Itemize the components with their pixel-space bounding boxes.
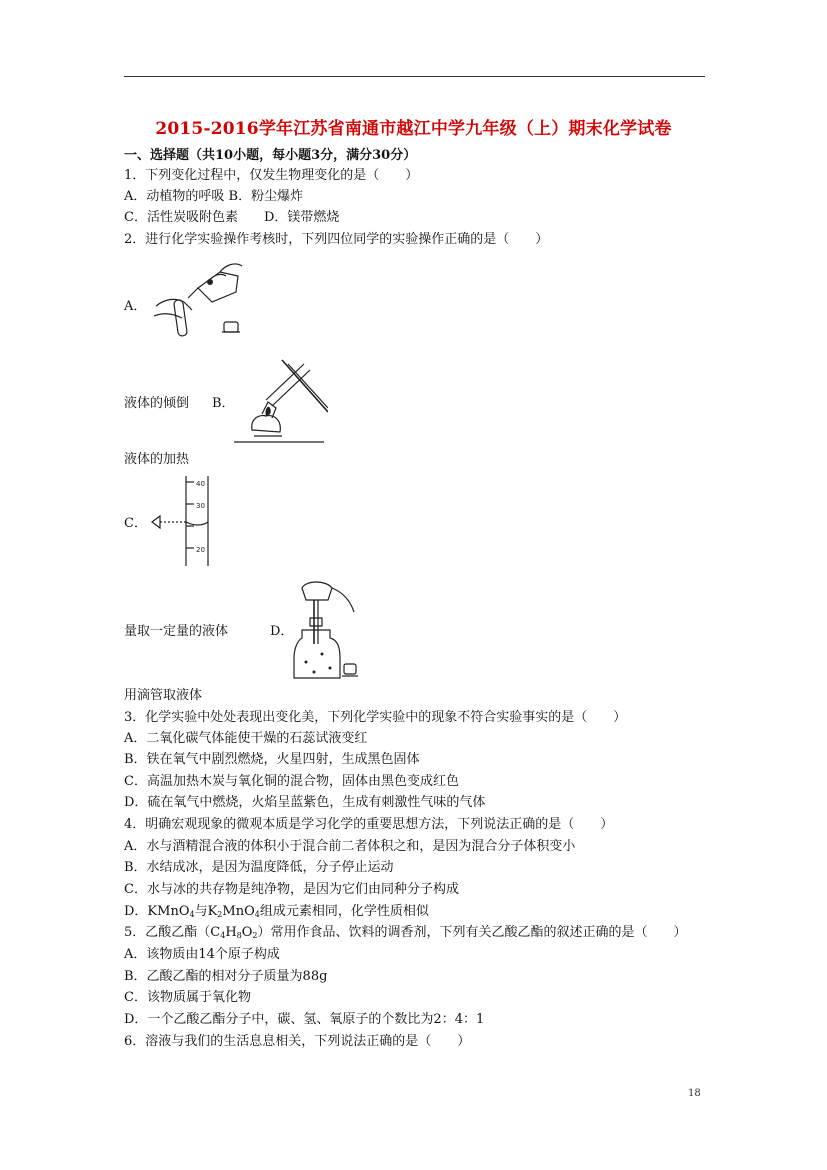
q3-option-d: D．硫在氧气中燃烧，火焰呈蓝紫色，生成有刺激性气味的气体 [124, 795, 486, 810]
cylinder-tick-30: 30 [196, 502, 205, 510]
q3-option-a: A．二氧化碳气体能使干燥的石蕊试液变红 [124, 731, 368, 746]
q3-stem: 3．化学实验中处处表现出变化美，下列化学实验中的现象不符合实验事实的是（ ） [124, 710, 627, 725]
page-title: 2015-2016学年江苏省南通市越江中学九年级（上）期末化学试卷 [155, 119, 672, 139]
q2-option-a-caption: 液体的倾倒 [124, 396, 190, 411]
q2-option-d-caption: 用滴管取液体 [124, 688, 203, 703]
header-rule [124, 76, 705, 77]
q4-option-c: C．水与冰的共存物是纯净物，是因为它们由同种分子构成 [124, 882, 459, 897]
q5-stem: 5．乙酸乙酯$(C_4H_8O_2)$常用作食品、饮料的调香剂，下列有关乙酸乙酯的叙述正确的是（ ） [124, 925, 687, 940]
q4-option-b: B．水结成冰，是因为温度降低，分子停止运动 [124, 860, 394, 875]
measuring-cylinder-illustration [146, 474, 218, 570]
q1-options-ab: A．动植物的呼吸 B．粉尘爆炸 [124, 189, 304, 204]
section-heading: 一、选择题（共10小题，每小题3分，满分30分） [124, 148, 417, 163]
q2-option-b-label: B． [212, 396, 235, 411]
q2-option-a-label: A． [124, 299, 147, 314]
q4-option-d: D．KMnO$_4$与$K_2MnO_4$组成元素相同，化学性质相似 [124, 904, 429, 919]
q5-option-a: A．该物质由14个原子构成 [124, 947, 280, 962]
page-number: 18 [688, 1088, 701, 1099]
pouring-liquid-illustration [148, 258, 248, 340]
q6-stem: 6．溶液与我们的生活息息相关，下列说法正确的是（ ） [124, 1034, 471, 1049]
q3-option-c: C．高温加热木炭与氧化铜的混合物，固体由黑色变成红色 [124, 774, 459, 789]
q5-option-b: B．乙酸乙酯的相对分子质量为88g [124, 969, 328, 984]
heating-liquid-illustration [232, 356, 328, 446]
q4-option-a: A．水与酒精混合液的体积小于混合前二者体积之和，是因为混合分子体积变小 [124, 839, 576, 854]
q3-option-b: B．铁在氧气中剧烈燃烧，火星四射，生成黑色固体 [124, 752, 420, 767]
cylinder-tick-20: 20 [196, 546, 205, 554]
q4-stem: 4．明确宏观现象的微观本质是学习化学的重要思想方法，下列说法正确的是（ ） [124, 817, 614, 832]
q2-option-b-caption: 液体的加热 [124, 452, 190, 467]
q2-option-c-caption: 量取一定量的液体 [124, 624, 229, 639]
q1-options-cd: C．活性炭吸附色素 D．镁带燃烧 [124, 210, 340, 225]
q2-stem: 2．进行化学实验操作考核时，下列四位同学的实验操作正确的是（ ） [124, 232, 549, 247]
q5-option-c: C．该物质属于氧化物 [124, 990, 251, 1005]
q5-option-d: D．一个乙酸乙酯分子中，碳、氢、氧原子的个数比为2：4：1 [124, 1012, 485, 1027]
cylinder-tick-40: 40 [196, 480, 205, 488]
q2-option-d-label: D． [270, 624, 294, 639]
dropper-illustration [292, 578, 360, 682]
q1-stem: 1．下列变化过程中，仅发生物理变化的是（ ） [124, 168, 419, 183]
q2-option-c-label: C． [124, 516, 147, 531]
